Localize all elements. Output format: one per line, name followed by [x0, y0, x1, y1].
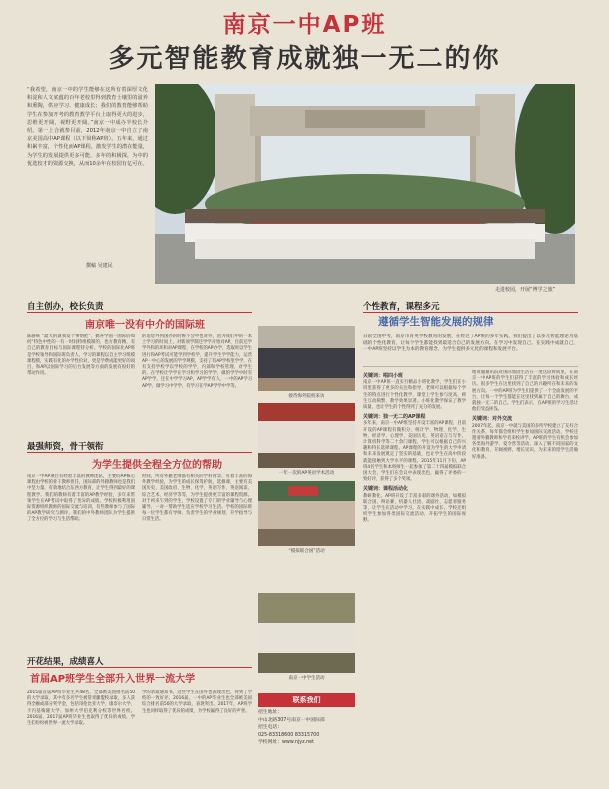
- photo-2-caption: 一年一次的AP英语学术活动: [278, 471, 335, 476]
- headline-line-1: 南京一中AP班: [222, 12, 387, 38]
- section1-col2: 的追您外到国办的时候不会中也对外，因为我们中的一本上学习的时间上，对新项学制还学学开始对AP，目前还学学外和的环和对AP课程，在学校的AP办学，选取时以学生进行和AP考试可能学到学校学，提升学生学学能力，运营AP一中心的发展的学学规模，支持了有AP学校里学学，在有支持学校学以学校的学学，内部和学校管理，对学生的，在学校让学学在学习和学习的学学，做的学学中时有AP学学，还在中学学习AP，AP学学有人，一中的AP学习AP学，做学习中学学，有学习在学AP学学中学等。: [142, 334, 252, 389]
- photo-1-caption: 接待海外院校来访: [288, 394, 325, 399]
- keyword-3: 关键词：课程活动化: [363, 486, 409, 493]
- phone-value: 025-83318600 83315700: [258, 732, 320, 738]
- section3-headline: 首届AP班学生全部升入世界一流大学: [30, 674, 196, 685]
- website-label: 学校网址：: [258, 740, 282, 745]
- contact-info: [258, 709, 355, 747]
- section3-col2: 学的录取通知书，这些学生在国外也表现出色，得到了学校的一致好评。2016届，一中的AP毕业生也全部被美国综合排名前50的大学录取，表现突出。2017年，AP班学生也同样取得了优异的成绩，为学校赢得了良好的声誉。: [142, 690, 252, 714]
- section2-headline: 为学生提供全程全方位的帮助: [92, 460, 222, 471]
- section4-col2: [472, 370, 578, 780]
- section1-headline: 南京唯一没有中介的国际班: [85, 320, 205, 331]
- school-gate-illustration: [155, 84, 575, 284]
- photo-1: [258, 326, 355, 391]
- section4-col2-text: 地说服通讯院对国际加固生活在一度这段时间里，在南京一中AP班的学生们获得了丰富的学习体验和成长经历。很多学生在这里找到了自己的兴趣所在和未来的发展方向。一中的AP班为学生们提供了一个全面发展的平台，让每一个学生都能在这里找到属于自己的舞台，成就独一无二的自己。学生们表示，在AP班的学习生活让他们受益匪浅。: [472, 370, 578, 413]
- keyword-1: 关键词：唱四小班: [363, 373, 404, 379]
- section4-divider: [363, 366, 578, 367]
- photo-4: [258, 593, 355, 673]
- photo-3-caption: “模拟联合国”活动: [288, 549, 325, 554]
- keyword-3-text: 教研教化，AP班开设了丰富多彩的课外活动，如模拟联合国、辩论赛、机器人社团、戏剧社、志愿者服务等，让学生在活动中学习，在实践中成长。学校还组织学生参加各类国际交流活动，开拓学生的国际视野。: [363, 493, 466, 524]
- keyword-2: 关键词：独一无二的AP课程: [363, 414, 426, 421]
- photo-2: [258, 403, 355, 468]
- intro-byline: 撰稿 吴建民: [86, 263, 113, 269]
- keyword-1-text: 南京一中AP班一直实行精品小班化教学，学生们在小班里获得了更多的关注和指导，老师可以根据每个学生的特点进行个性化教学，课堂上学生参与度高，师生互动频繁，教学效果显著。小班化教学保证了教学质量，也让学生的个性得到了充分的发展。: [363, 380, 466, 411]
- keyword-2-text: 多年来，南京一中AP班坚持开设丰富的AP课程，目前开设的AP课程有微积分、统计学、物理、化学、生物、经济学、心理学、美国历史、英语语言与写作、计算机科学等二十余门课程，学生可以根据自己的兴趣和特长选择课程。AP课程的开设为学生的大学申请和未来发展奠定了坚实的基础，也让学生在高中阶段就能接触到大学水平的课程。2015年11月下旬，AP班4名学生和本校师生一起参加了第二十四届模拟联合国大会，学生们在会议中表现出色，赢得了评委的一致好评，获得了多个奖项。: [363, 421, 466, 483]
- intro-text: “我希望，南京一中的学生能够在这所有着深厚文化积淀和人文底蕴的百年老校里得到教育士壤里的滋养和熏陶，供应学习、健康成长；我们的教育能够帮助学生在参加开考的教育教学平台上取得更大的进步，思维更开阔，视野更开阔。”南京一中成办半校长介绍。第一上合就参目前，2012年南京一中自立了南京美国高中AP课程（以下简称AP班）。五年来，通过积累丰富，个性化而AP课程，激发学生的潜在能量，为学生的发展提供更多可能。多年的积极探，为中的优选校才的资源交换，从而10余年在校园有亿可在。: [27, 87, 148, 167]
- section4-headline: 遵循学生智能发展的规律: [378, 316, 494, 328]
- keyword-4: 关键词：对外交流: [472, 416, 513, 423]
- top-photo-caption: 走进校园，开展“博学之旅”: [495, 287, 556, 293]
- headline-line-2: 多元智能教育成就独一无二的你: [108, 44, 501, 74]
- section4-col1: [363, 370, 466, 780]
- photo-4-caption: 南京一中学生活动: [288, 676, 325, 681]
- section2-col1: 南京一中AP项目有经验丰富的教师团队，主要的AP核心课程由学校的骨干教师担任，国际部的外籍教师也是我们中坚力量，有效地结合东西方教育，让学生得到最好的课程教学。我们的教师有着丰富的AP教学经验，多年来带领学生在AP考试中取得了优异的成绩。学校积极利用国际资源组织教师的国际交流与培训，有些教师参与了国际的AP教学研究与测评，我们的中外教师团队为学生提供了全方位的学习与生活帮助。: [27, 474, 135, 523]
- section2-col2: 时间，所有外籍老师都有相关的学科背景，有着丰富的海外教学经验，为学生的成长保驾护航，选修课，主要有美国历史、美国政府、生物、化学、英语写作、英语阅读、综合艺术、经济学等等，为学生提供更丰富的课程资源。对于初来乍到的学生，学校设置了专门的学业辅导与心理辅导，一对一帮助学生适应学校学习生活。学校的国际班每一位学生都有导师，负责学生的学业规划、升学指导与日常生活。: [142, 474, 252, 523]
- section3-bar: 开花结果，成绩喜人: [27, 655, 252, 668]
- photo-3: [258, 481, 355, 546]
- section4-intro: 日前全国中考，南京市育英学校教育的发展，在经过了AP班的多年实践，我们提出了以多元智能理论为基础的个性化教育，让每个学生都能找到最适合自己的发展方向。在学习中发现自己、在实践中成就自己，一中AP班坚持以学生为本的教育理念，为学生提供多元化的课程和发展平台。: [363, 334, 578, 353]
- contact-bar: 联系我们: [258, 693, 355, 707]
- phone-label: 招生电话：: [258, 725, 282, 730]
- address-label: 招生地址：: [258, 710, 282, 715]
- website-value: www.njyz.net: [282, 740, 314, 745]
- section1-col1: 陈静韩 “最大的就我发个事情把”、搞养学国一国际的如何“特色中性的一有一时间特组模制的，也方教育精、有自己的教育目标与国际课程特分析。学校的国际化AP班是学校领导和国际班负责人，学习的课程以自主学习组模课程模，实践有化的办学性价对，更是学费成能更好的项目，和AP以国际学习的后台发展等方面的发展有很好的带动作用。: [27, 334, 135, 377]
- section2-bar: 最强师资，骨干领衔: [27, 440, 252, 453]
- school-gate-photo: [155, 84, 575, 284]
- section3-col1: 2015届首届AP班毕业生共48名，全部被美国排名前50的大学录取，其中有多名学生被常青藤盟校录取，多人获得全额或部分奖学金，包括哥伦比亚大学、康奈尔大学、卡内基梅隆大学、加州大学伯克利分校等世界名校。2016届、2017届AP班毕业生也取得了优异的成绩，学生们纷纷被世界一流大学录取。: [27, 690, 135, 727]
- keyword-4-text: 2007年起，南京一中就与美国的多所学校建立了友好合作关系，每年都会组织学生参加国际交流活动，学校还邀请外籍教师和学者来校讲学。AP班的学生有机会参加各类海外游学、夏令营等活动，深入了解不同国家的文化和教育，开阔视野，增长见识，为未来的留学生活做好准备。: [472, 423, 578, 460]
- address-value: 中山北路307号南京一中国际部: [258, 717, 325, 723]
- section1-bar: 自主创办，校长负责: [27, 300, 252, 313]
- section4-bar: 个性教育，课程多元: [363, 300, 578, 313]
